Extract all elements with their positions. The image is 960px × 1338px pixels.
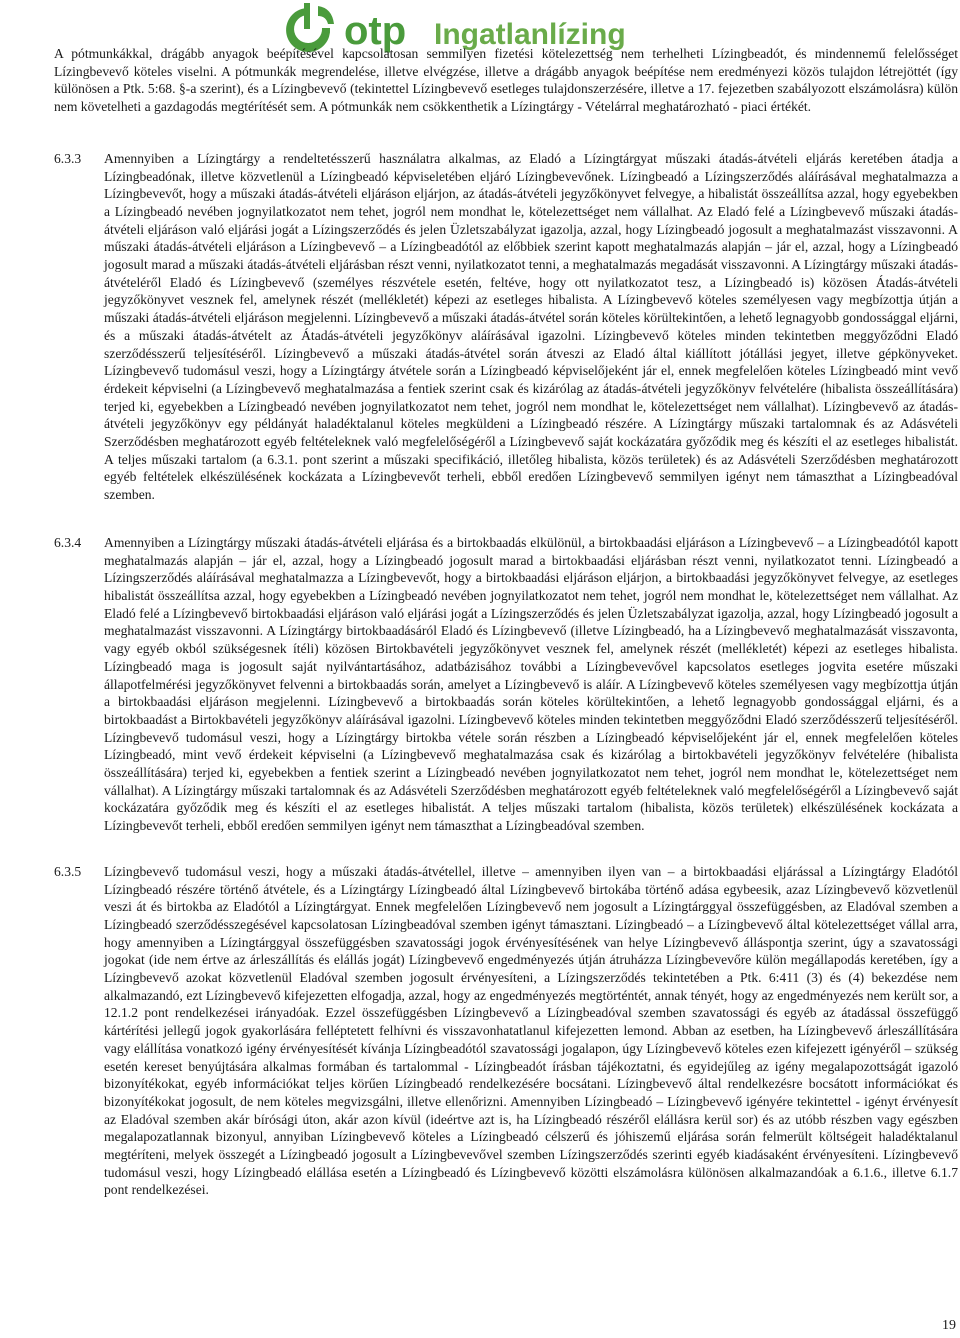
section-6-3-4 — [54, 534, 958, 835]
intro-paragraph: A pótmunkákkal, drágább anyagok beépítésével kapcsolatosan semmilyen fizetési kötelezettség nem terhelheti Lízingbeadót, és mindennemű felelősséget Lízingbevevő köteles viselni. A pótmunkák megrendelése, illetve elvégzése, illetve a drágább anyagok beépítése nem eredményezi közös tulajdon létrejöttét (így különösen a Ptk. 5:68. §-a szerint), és a Lízingbevevő (tekintettel Lízingbevevő esetleges tulajdonszerzésére, illetve a 17. fejezetben szabályozott elszámolásra) külön nem követelheti a gazdagodás megtérítését sem. A pótmunkák nem csökkenthetik a Lízingtárgy - Vételárral meghatározható - piaci értékét. — [54, 46, 958, 115]
section-6-3-3 — [54, 150, 958, 504]
section-text: Lízingbevevő tudomásul veszi, hogy a műszaki átadás-átvétellel, illetve – amennyiben ilyen van – a birtokbaadási eljárással a Lízingtárgy Eladótól Lízingbeadó részére történő átvétele, és a Lízingtárgy Lízingbeadó által Lízingbevevő birtokába történő adása egybeesik, azaz Lízingbevevő közvetlenül veszi át és birtokba az Eladótól a Lízingtárgyat. Ennek megfelelően Lízingbevevő nem jogosult a Lízingtárggyal összefüggésben, az Eladóval szemben a Lízingbeadó szerződésszegésével kapcsolatosan Lízingbeadóval szemben igényt támasztani. Lízingbeadó – a Lízingbevevő által kötelezettséget vállal arra, hogy amennyiben a Lízingtárggyal összefüggésben szavatossági jogok érvényesítésének van helye Lízingbevevő álláspontja szerint, úgy a szavatossági jogokat (ide nem értve az árleszállítás és elállás jogát) Lízingbevevő engedményezés útján átruházza Lízingbevevőre külön megállapodás keretében, így a Lízingbevevő azokat közvetlenül Eladóval szemben jogosult érvényesíteni, a Lízingszerződés tekintetében a Ptk. 6:411 (3) és (4) bekezdése nem alkalmazandó, ezt Lízingbevevő kifejezetten elfogadja, azzal, hogy az engedményezés megtörténtét, annak tényét, hogy az engedményezés nem került sor, a 12.1.2 pont rendelkezései irányadóak. Ezzel összefüggésben Lízingbevevő a Lízingbeadóval szemben szavatossági és egyéb az átadással összefüggő kártérítési jellegű jogok gyakorlására felléptetett felhívni és visszavonhatatlanul kifejezetten lemond. Abban az esetben, ha Lízingbevevő árleszállítására vagy elállítása vonatkozó igény érvényesítését kívánja Lízingbeadótól szavatossági jogalapon, úgy Lízingbevevő köteles ezen kifejezett igényéről – szükség esetén kereset benyújtására alkalmas formában és tartalommal - Lízingbeadót írásban tájékoztatni, és egyidejűleg az igény megalapozottságát igazoló bizonyítékokat, egyéb információkat teljes körűen Lízingbeadó rendelkezésére bocsátani. Lízingbevevő által rendelkezésre bocsátott információkat és bizonyítékokat jogosult, de nem köteles megvizsgálni, illetve ellenőrizni. Amennyiben Lízingbeadó – Lízingbevevő igényére tekintettel - igényt érvényesít az Eladóval szemben akár bírósági úton, akár azon kívül (ideértve azt is, ha Lízingbeadó részéről elállásra kerül sor) és az utóbb részben vagy egészben megalapozatlannak bizonyul, annyiban Lízingbevevő köteles a Lízingbeadó célszerű és jóhiszemű eljárása során felmerült költségeit haladéktalanul megtéríteni, melyek összegét a Lízingbeadó jogosult a Lízingbevevővel szemben Lízingszerződés szerinti egyéb kiadásaként érvényesíteni. Lízingbevevő tudomásul veszi, hogy Lízingbeadó elállása esetén a Lízingbeadó és Lízingbevevő közötti elszámolásra különösen alkalmazandóak a 6.1.6., illetve 6.1.7 pont rendelkezései. — [104, 863, 958, 1198]
section-6-3-5 — [54, 863, 958, 1199]
section-text: Amennyiben a Lízingtárgy a rendeltetésszerű használatra alkalmas, az Eladó a Lízingtárgyat műszaki átadás-átvételi eljárás keretében átadja a Lízingbeadónak, illetve közvetlenül a Lízingbeadó képviseletében eljáró Lízingbevevőnek. Lízingbeadó a Lízingszerződés aláírásával meghatalmazza a Lízingbevevőt, hogy a műszaki átadás-átvételi eljáráson eljárjon, az átadás-átvételi jegyzőkönyvet felvegye, a hibalistát összeállítsa azzal, hogy egyebekben a Lízingbeadó nevében jognyilatkozatot nem tehet, jogról nem mondhat le, kötelezettséget nem vállalhat. Az Eladó felé a Lízingbevevő műszaki átadás-átvételi eljáráson való eljárási jogát a Lízingszerződés és jelen Üzletszabályzat igazolja, azzal, hogy Lízingbeadó jogosult a meghatalmazást visszavonni. A műszaki átadás-átvételi eljáráson a Lízingbevevő – a Lízingbeadótól az előbbiek szerint kapott meghatalmazás alapján – jár el, azzal, hogy a Lízingbeadó jogosult marad a műszaki átadás-átvételi eljárásban részt venni, nyilatkozatot tenni, a meghatalmazás megadását visszavonni. A Lízingtárgy műszaki átadás-átvételéről Eladó és Lízingbevevő (személyes részvétele esetén, feltéve, hogy ott nyilatkozatot tesz, a Lízingbeadó is) közösen Átadás-átvételi jegyzőkönyvet vesznek fel, amelynek részét (mellékletét) képezi az esetleges hibalista. A Lízingbevevő köteles személyesen vagy megbízottja útján a műszaki átadás-átvételi eljáráson megjelenni. Lízingbevevő a műszaki átadás-átvétel során köteles körültekintően, a lehető legnagyobb gondossággal eljárni, és a műszaki átadás-átvételt az Átadás-átvételi jegyzőkönyv aláírásával igazolni. Lízingbevevő köteles minden tekintetben meggyőződni Eladó szerződésszerű teljesítéséről. Lízingbevevő a műszaki átadás-átvétel során átveszi az Eladó által kiállított jótállási jegyet, illetve gépkönyveket. Lízingbevevő tudomásul veszi, hogy a Lízingtárgy átvétele során a Lízingbeadó képviselőjeként jár el, ennek megfelelően köteles Lízingbeadó mint vevő érdekeit képviselni (a Lízingbevevő meghatalmazása a fentiek szerint csak és kizárólag az átadás-átvételi jegyzőkönyv felvételére (hibalista összeállítására) terjed ki, egyebekben a Lízingbeadó nevében jognyilatkozatot nem tehet, jogról nem mondhat le, kötelezettséget nem vállalhat). Lízingbevevő az átadás-átvételi jegyzőkönyv egy példányát haladéktalanul köteles megküldeni a Lízingbeadó részére. A Lízingtárgy műszaki tartalomnak és az Adásvételi Szerződésben meghatározott egyéb feltételeknek való megfelelőségéről a Lízingbevevő saját kockázatára győződik meg és készíti el az esetleges hibalistát. A teljes műszaki tartalom (a 6.3.1. pont szerint a műszaki specifikáció, illetőleg hibalista, közös területek) és az Adásvételi Szerződésben meghatározott egyéb feltételek elkészülésének kockázata a Lízingbevevőt terheli, ebből eredően Lízingbevevő semmilyen igényt nem támaszthat a Lízingbeadóval szemben. — [104, 150, 958, 503]
section-number: 6.3.5 — [54, 863, 82, 879]
logo-text-otp: otp — [344, 9, 407, 53]
section-number: 6.3.3 — [54, 150, 82, 166]
logo-text-ingatlanlizing: Ingatlanlízing — [434, 18, 626, 51]
section-number: 6.3.4 — [54, 534, 82, 550]
page-number: 19 — [942, 1318, 956, 1333]
document-body — [54, 45, 958, 1199]
section-text: Amennyiben a Lízingtárgy műszaki átadás-átvételi eljárása és a birtokbaadás elkülönül, a birtokbaadási eljáráson a Lízingbevevő – a Lízingbeadótól kapott meghatalmazás alapján – jár el, azzal, hogy a Lízingbeadó jogosult marad a birtokbaadási eljárásban részt venni, nyilatkozatot tenni. Lízingbeadó a Lízingszerződés aláírásával meghatalmazza a Lízingbevevőt, hogy a birtokbaadási eljáráson eljárjon, a birtokbaadási jegyzőkönyvet felvegye, az esetleges hibalistát összeállítsa azzal, hogy egyebekben a Lízingbeadó nevében jognyilatkozatot nem tehet, jogról nem mondhat le, kötelezettséget nem vállalhat. Az Eladó felé a Lízingbevevő birtokbaadási eljáráson való eljárási jogát a Lízingszerződés és jelen Üzletszabályzat igazolja, azzal, hogy Lízingbeadó jogosult a meghatalmazást visszavonni. A Lízingtárgy birtokbaadásáról Eladó és Lízingbevevő (illetve Lízingbeadó, ha a Lízingbevevő meghatalmazását visszavonta, vagy egyéb okból szükségesnek ítéli) közösen Birtokbavételi jegyzőkönyvet vesznek fel, amelynek részét (mellékletét) képezi az esetleges hibalista. Lízingbeadó maga is jogosult saját nyilvántartásához, adatbázisához további a Lízingbevevővel kapcsolatos esetleges jogvita esetére műszaki állapotfelmérési jegyzőkönyvet felvenni a birtokbaadás során, amelyet a Lízingbevevő is aláír. A Lízingbevevő köteles személyesen vagy megbízottja útján a birtokbaadási eljáráson megjelenni. Lízingbevevő a birtokbaadás során köteles körültekintően, a lehető legnagyobb gondossággal eljárni, és a birtokbaadást a Birtokbavételi jegyzőkönyv aláírásával igazolni. Lízingbevevő köteles minden tekintetben meggyőződni Eladó szerződésszerű teljesítéséről. Lízingbevevő tudomásul veszi, hogy a Lízingtárgy birtokba vétele során részben a Lízingbeadó képviselőjeként jár el, ennek megfelelően köteles Lízingbeadó, mint vevő érdekeit képviselni (a Lízingbevevő meghatalmazása csak és kizárólag a birtokbavételi jegyzőkönyv felvételére (hibalista összeállítására) terjed ki, egyebekben a fentiek szerint a Lízingbeadó nevében jognyilatkozatot nem tehet, jogról nem mondhat le, kötelezettséget nem vállalhat). A Lízingtárgy műszaki tartalomnak és az Adásvételi Szerződésben meghatározott egyéb feltételeknek való megfelelőségéről a Lízingbevevő saját kockázatára győződik meg és készíti el az esetleges hibalistát. A teljes műszaki tartalom (hibalista, közös területek) elkészülésének kockázata a Lízingbevevőt terheli, ebből eredően semmilyen igényt nem támaszthat a Lízingbeadóval szemben. — [104, 534, 958, 834]
